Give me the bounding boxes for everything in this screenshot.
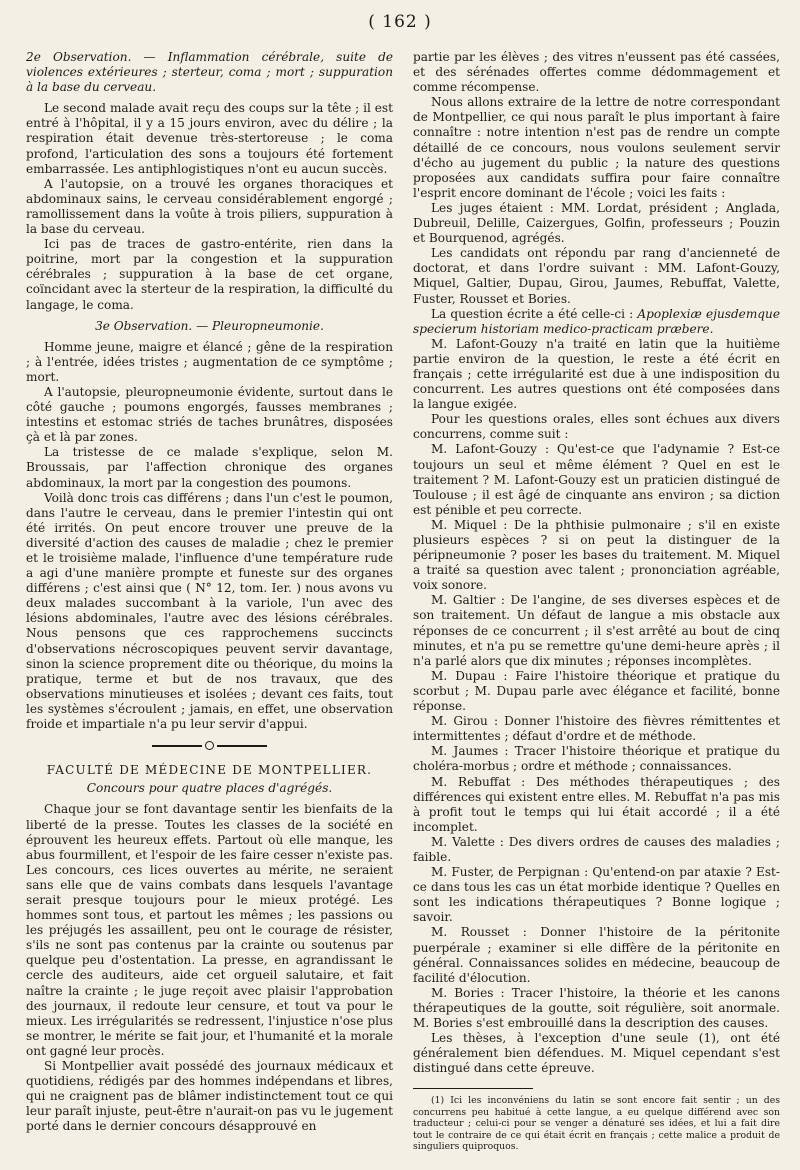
paragraph: Les thèses, à l'exception d'une seule (1), ont été généralement bien défendues. M. Miquel cependant s'est distingué dans cette épreuve.: [413, 1031, 780, 1076]
faculty-heading: FACULTÉ DE MÉDECINE DE MONTPELLIER.: [46, 763, 373, 778]
paragraph: partie par les élèves ; des vitres n'eussent pas été cassées, et des sérénades offertes comme dédommagement et comme récompense.: [413, 50, 780, 95]
ornamental-divider: [26, 738, 393, 753]
paragraph: Les juges étaient : MM. Lordat, président ; Anglada, Dubreuil, Delille, Caizergues, Golfin, professeurs ; Pouzin et Bourquenod, agrégés.: [413, 200, 780, 246]
paragraph: Homme jeune, maigre et élancé ; gêne de la respiration ; à l'entrée, idées tristes ; augmentation de ce symptôme ; mort.: [26, 339, 393, 384]
observation-2-heading: 2e Observation. — Inflammation cérébrale, suite de violences extérieures ; sterteur, coma ; mort ; suppuration à la base du cerveau.: [26, 50, 393, 95]
paragraph: M. Rebuffat : Des méthodes thérapeutiques ; des différences qui existent entre elles. M. Rebuffat n'a pas mis à profit tout le temps qui lui était accordé ; il a été incomplet.: [413, 774, 780, 834]
text-columns: [26, 50, 780, 1152]
left-column: [26, 50, 393, 1152]
paragraph: M. Valette : Des divers ordres de causes des maladies ; faible.: [413, 834, 780, 864]
paragraph: A l'autopsie, on a trouvé les organes thoraciques et abdominaux sains, le cerveau considérablement engorgé ; ramollissement dans la voûte à trois piliers, suppuration à la base du cerveau.: [26, 176, 393, 237]
paragraph: [413, 307, 780, 337]
paragraph: Si Montpellier avait possédé des journaux médicaux et quotidiens, rédigés par des hommes indépendans et libres, qui ne craignent pas de blâmer indistinctement tout ce qui leur paraît injuste, peut-être n'aurait-on pas vu le jugement porté dans le dernier concours désapprouvé en: [26, 1059, 393, 1134]
paragraph: Nous allons extraire de la lettre de notre correspondant de Montpellier, ce qui nous paraît le plus important à faire connaître : notre intention n'est pas de rendre un compte détaillé de ce concours, nous voulons seulement servir d'écho au jugement du public ; la nature des questions proposées aux candidats suffira pour faire connaître l'esprit encore dominant de l'école ; voici les faits :: [413, 95, 780, 200]
page-number: ( 162 ): [368, 12, 432, 32]
latin-question: Apoplexiæ ejusdemque specierum historiam medico-practicam præbere.: [413, 306, 780, 336]
right-column: [413, 50, 780, 1152]
paragraph: Pour les questions orales, elles sont échues aux divers concurrens, comme suit :: [413, 412, 780, 442]
paragraph: Chaque jour se font davantage sentir les bienfaits de la liberté de la presse. Toutes les classes de la société en éprouvent les heureux effets. Partout où elle manque, les abus fourmillent, et l'espoir de les faire cesser n'existe pas. Les concours, ces lices ouvertes au mérite, ne seraient sans elle que de vains combats dans lesquels l'avantage serait presque toujours pour le mieux protégé. Les hommes sont tous, et partout les mêmes ; les passions ou les préjugés les assaillent, peu ont le courage de résister, s'ils ne sont pas contenus par la crainte ou soutenus par quelque peu d'ostentation. La presse, en agrandissant le cercle des auditeurs, aide cet orgueil salutaire, et fait naître la crainte ; le juge reçoit avec plaisir l'approbation des journaux, il redoute leur censure, et tout va pour le mieux. Les irrégularités se redressent, l'injustice n'ose plus se montrer, le mérite se fait jour, et l'humanité et la morale ont gagné leur procès.: [26, 802, 393, 1058]
paragraph: M. Rousset : Donner l'histoire de la péritonite puerpérale ; examiner si elle diffère de la péritonite en général. Connaissances solides en médecine, beaucoup de facilité d'élocution.: [413, 925, 780, 985]
observation-3-heading: 3e Observation. — Pleuropneumonie.: [95, 318, 324, 333]
footnote-rule: [413, 1088, 533, 1089]
paragraph: A l'autopsie, pleuropneumonie évidente, surtout dans le côté gauche ; poumons engorgés, fausses membranes ; intestins et estomac striés de taches brunâtres, disposées çà et là par zones.: [26, 384, 393, 445]
paragraph: M. Dupau : Faire l'histoire théorique et pratique du scorbut ; M. Dupau parle avec élégance et facilité, bonne réponse.: [413, 668, 780, 714]
paragraph: Voilà donc trois cas différens ; dans l'un c'est le poumon, dans l'autre le cerveau, dans le premier l'intestin qui ont été irrités. On peut encore trouver une preuve de la diversité d'action des causes de maladie ; chez le premier et le troisième malade, l'influence d'une température rude a agi d'une manière prompte et funeste sur des organes différens ; c'est ainsi que ( N° 12, tom. Ier. ) nous avons vu deux malades succombant à la variole, l'un avec des lésions abdominales, l'autre avec des lésions cérébrales. Nous pensons que ces rapprochemens succincts d'observations nécroscopiques peuvent servir davantage, sinon la science proprement dite ou théorique, du moins la pratique, terme et but de nos travaux, que des observations minutieuses et isolées ; devant ces faits, tout les systèmes s'écroulent ; jamais, en effet, une observation froide et impartiale n'a pu leur servir d'appui.: [26, 490, 393, 732]
paragraph: M. Miquel : De la phthisie pulmonaire ; s'il en existe plusieurs espèces ? si on peut la distinguer de la péripneumonie ? poser les bases du traitement. M. Miquel a traité sa question avec talent ; prononciation agréable, voix sonore.: [413, 517, 780, 593]
paragraph: Le second malade avait reçu des coups sur la tête ; il est entré à l'hôpital, il y a 15 jours environ, avec du délire ; la respiration était devenue très-stertoreuse ; le coma profond, l'articulation des sons a toujours été fortement embarrassée. Les antiphlogistiques n'ont eu aucun succès.: [26, 101, 393, 176]
paragraph: M. Fuster, de Perpignan : Qu'entend-on par ataxie ? Est-ce dans tous les cas un état morbide identique ? Quelles en sont les indications thérapeutiques ? Bonne logique ; savoir.: [413, 865, 780, 925]
question-intro: La question écrite a été celle-ci :: [431, 306, 638, 321]
paragraph: La tristesse de ce malade s'explique, selon M. Broussais, par l'affection chronique des organes abdominaux, la mort par la congestion des poumons.: [26, 445, 393, 490]
paragraph: Ici pas de traces de gastro-entérite, rien dans la poitrine, mort par la congestion et la suppuration cérébrales ; suppuration à la base de cet organe, coïncidant avec la sterteur de la respiration, la difficulté du langage, le coma.: [26, 237, 393, 312]
paragraph: M. Galtier : De l'angine, de ses diverses espèces et de son traitement. Un défaut de langue a mis obstacle aux réponses de ce concurrent ; il s'est arrêté au bout de cinq minutes, et n'a pu se remettre qu'une demi-heure après ; il n'a parlé alors que dix minutes ; réponses incomplètes.: [413, 593, 780, 668]
paragraph: M. Lafont-Gouzy : Qu'est-ce que l'adynamie ? Est-ce toujours un seul et même élément ? Quel en est le traitement ? M. Lafont-Gouzy est un praticien distingué de Toulouse ; il est âgé de cinquante ans environ ; sa diction est pénible et peu correcte.: [413, 442, 780, 517]
paragraph: M. Girou : Donner l'histoire des fièvres rémittentes et intermittentes ; défaut d'ordre et de méthode.: [413, 714, 780, 744]
paragraph: M. Lafont-Gouzy n'a traité en latin que la huitième partie environ de la question, le reste a été écrit en français ; cette irrégularité est due à une indisposition du concurrent. Les autres questions ont été composées dans la langue exigée.: [413, 336, 780, 412]
footnote: (1) Ici les inconvéniens du latin se sont encore fait sentir ; un des concurrens peu habitué à cette langue, a eu quelque différend avec son traducteur ; celui-ci pour se venger a dénaturé ses idées, et lui a fait dire tout le contraire de ce qui était écrit en français ; cette malice a produit de singuliers quiproquos.: [413, 1095, 780, 1152]
paragraph: Les candidats ont répondu par rang d'ancienneté de doctorat, et dans l'ordre suivant : MM. Lafont-Gouzy, Miquel, Galtier, Dupau, Girou, Jaumes, Rebuffat, Valette, Fuster, Rousset et Bories.: [413, 246, 780, 306]
concours-subheading: Concours pour quatre places d'agrégés.: [86, 781, 333, 796]
paragraph: M. Jaumes : Tracer l'histoire théorique et pratique du choléra-morbus ; ordre et méthode ; connaissances.: [413, 744, 780, 774]
paragraph: M. Bories : Tracer l'histoire, la théorie et les canons thérapeutiques de la goutte, soit régulière, soit anormale. M. Bories s'est embrouillé dans la description des causes.: [413, 985, 780, 1030]
